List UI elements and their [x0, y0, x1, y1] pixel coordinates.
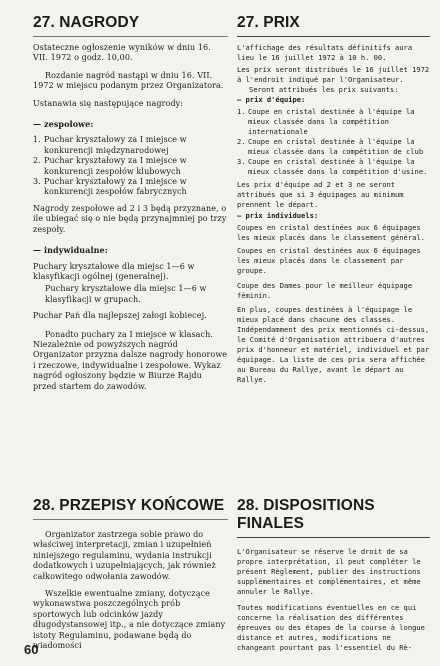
results-paragraph: Ostateczne ogłoszenie wyników w dniu 16. VII. 1972 o godz. 10,00. — [33, 43, 211, 63]
list-item: 3. Coupe en cristal destinée à l'équipe la mieux classée dans la compétition d'usine. — [237, 157, 428, 176]
individual-prizes-heading: — indywidualne: — [33, 245, 108, 256]
modifications-paragraph: Wszelkie ewentualne zmiany, dotyczące wykonawstwa poszczególnych prób sportowych lub odcinków jazdy długodystansowej itp., a nie dotyczące zmiany istoty Regulaminu, podawane będą do wiadomości — [33, 589, 226, 651]
team-conditions: Nagrody zespołowe ad 2 i 3 będą przyznane, o ile ubiegać się o nie będą przynajmniej po trzy zespoły. — [33, 203, 227, 234]
team-prizes-list — [33, 135, 228, 197]
section-27-title-fr: 27. PRIX — [237, 14, 300, 31]
page-number: 60 — [24, 642, 39, 657]
additional-prizes: Ponadto puchary za I miejsce w klasach. Niezależnie od powyższych nagród Organizator przyzna dalsze nagrody honorowe i rzeczowe, indywidualne i zespołowe. Wykaz nagród ogłoszony będzie w Biurze Rajdu przed startem do zawodów. — [33, 329, 228, 391]
list-item: 2. Coupe en cristal destinée à l'équipe la mieux classée dans la compétition de club — [237, 137, 424, 156]
overall-cups: Coupes en cristal destinées aux 6 équipages les mieux placés dans le classement général. — [237, 223, 425, 242]
french-column — [237, 14, 430, 391]
modifications-paragraph: Toutes modifications éventuelles en ce qui concerne la réalisation des différentes épreuves ou des étapes de la course à longue distance et autres, modifications ne changeant pourtant pas l'essentiel du Rè- — [237, 603, 425, 652]
group-cups: Coupes en cristal destinées aux 6 équipages les mieux placés dans le classement par groupe. — [237, 246, 421, 275]
overall-cups: Puchary kryształowe dla miejsc 1—6 w klasyfikacji ogólnej (generalnej). — [33, 261, 195, 281]
group-cups: Puchary kryształowe dla miejsc 1—6 w klasyfikacji w grupach. — [45, 284, 207, 304]
results-paragraph: L'affichage des résultats définitifs aura lieu le 16 juillet 1972 à 10 h. 00. — [237, 43, 413, 62]
polish-column — [33, 14, 228, 398]
ceremony-paragraph: Rozdanie nagród nastąpi w dniu 16. VII. 1972 w miejscu podanym przez Organizatora. — [33, 70, 224, 91]
title-rule — [33, 519, 228, 520]
interpretation-paragraph: Organizator zastrzega sobie prawo do właściwej interpretacji, zmian i uzupełnień niniejszego regulaminu, wydania instrukcji dodatkowych i uzupełniających, jak również całkowitego odwołania zawodów. — [33, 530, 216, 581]
ladies-cup: Coupe des Dames pour le meilleur équipage féminin. — [237, 281, 413, 300]
prizes-intro: Seront attribués les prix suivants: — [249, 85, 399, 94]
team-prizes-heading: — zespołowe: — [33, 119, 94, 130]
individual-prizes-heading: — prix individuels: — [237, 211, 319, 220]
team-prizes-list — [237, 107, 430, 177]
french-final-section — [237, 497, 430, 659]
list-item: 1. Coupe en cristal destinée à l'équipe la mieux classée dans la compétition internationale — [237, 107, 415, 136]
title-rule — [237, 36, 430, 37]
ceremony-paragraph: Les prix seront distribués le 16 juillet 1972 à l'endroit indiqué par l'Organisateur. — [237, 65, 430, 84]
section-28-title-fr: 28. DISPOSITIONS FINALES — [237, 497, 375, 532]
team-conditions: Les prix d'équipe ad 2 et 3 ne seront attribués que si 3 équipages au minimum prennent le départ. — [237, 180, 404, 209]
polish-final-section — [33, 497, 228, 657]
title-rule — [237, 537, 430, 538]
ladies-cup: Puchar Pań dla najlepszej załogi kobiecej. — [33, 311, 207, 321]
team-prizes-heading: — prix d'équipe: — [237, 95, 306, 104]
interpretation-paragraph: L'Organisateur se réserve le droit de sa propre interprétation, il peut compléter le présent Règlement, publier des instructions supplémentaires et complémentaires, et même annuler le Rallye. — [237, 547, 421, 596]
title-rule — [33, 36, 228, 37]
section-28-title-pl: 28. PRZEPISY KOŃCOWE — [33, 497, 225, 514]
additional-prizes: En plus, coupes destinées à l'équipage le mieux placé dans chacune des classes. Indépendamment des prix mentionnés ci-dessus, le Comité d'Organisation attribuera d'autres prix d'honneur et matériel, individuel et par équipage. La liste de ces prix sera affichée au Bureau du Rallye, avant le départ au Rallye. — [237, 305, 430, 384]
list-item: 1. Puchar kryształowy za I miejsce w konkurencji międzynarodowej — [33, 135, 187, 155]
list-item: 3. Puchar kryształowy za I miejsce w konkurencji zespołów fabrycznych — [33, 177, 187, 197]
prizes-intro: Ustanawia się następujące nagrody: — [33, 98, 184, 108]
section-27-title-pl: 27. NAGRODY — [33, 14, 140, 31]
list-item: 2. Puchar kryształowy za I miejsce w konkurencji zespołów klubowych — [33, 156, 187, 176]
